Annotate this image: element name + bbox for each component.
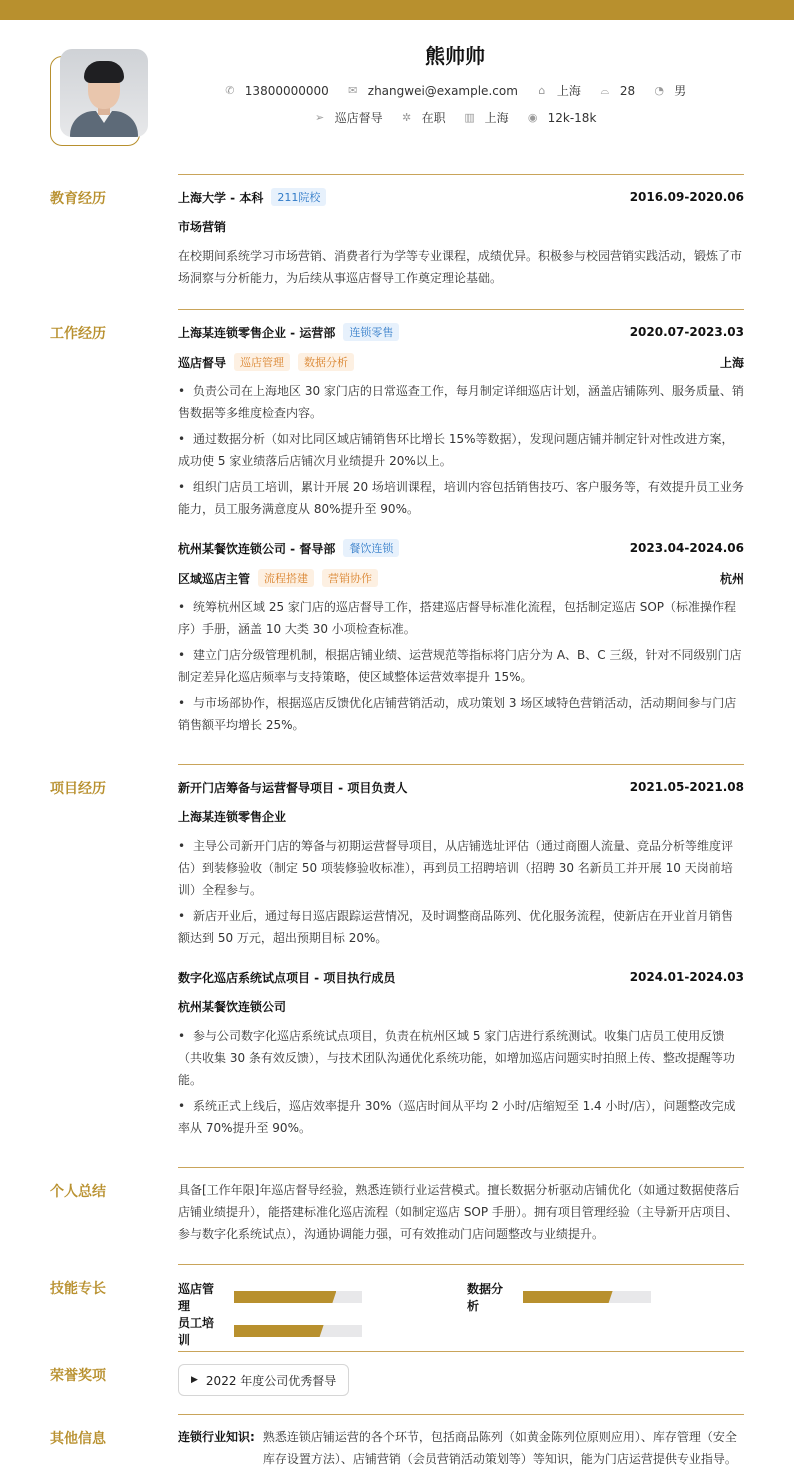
school-name: 上海大学 - 本科 [178, 190, 264, 205]
work-skill-tag: 巡店管理 [234, 353, 290, 371]
work-role: 区域巡店主管 [178, 571, 251, 586]
skill-name: 巡店管理 [178, 1282, 215, 1313]
age-item [599, 84, 635, 98]
phone-item [224, 84, 329, 98]
work-date: 2023.04-2024.06 [629, 541, 744, 555]
skill-bar-fill [234, 1291, 336, 1303]
award-text: 2022 年度公司优秀督导 [205, 1373, 337, 1388]
work-skill-tag: 流程搭建 [258, 569, 314, 587]
work-industry-tag: 餐饮连锁 [343, 539, 399, 557]
work-skill-tag: 数据分析 [298, 353, 354, 371]
education-head [178, 188, 744, 206]
list-item: • 新店开业后，通过每日巡店跟踪运营情况，及时调整商品陈列、优化服务流程，使新店在开业首月销售额达到 50 万元，超出预期目标 20%。 [178, 909, 734, 945]
other-value: 熟悉连锁店铺运营的各个环节，包括商品陈列（如黄金陈列位原则应用）、库存管理（安全库存设置方法）、店铺营销（会员营销活动策划等）等知识，能为门店运营提供专业指导。 [262, 1430, 737, 1466]
section-title-summary: 个人总结 [50, 1184, 106, 1200]
job-intent-row [180, 109, 730, 126]
project-date: 2021.05-2021.08 [629, 780, 744, 794]
work-company: 杭州某餐饮连锁公司 - 督导部 [178, 541, 336, 556]
work-bullets [178, 596, 744, 736]
list-item: • 建立门店分级管理机制，根据店铺业绩、运营规范等指标将门店分为 A、B、C 三级，针对不同级别门店制定差异化巡店频率与支持策略，使区域整体运营效率提升 15%。 [178, 648, 742, 684]
coin-icon: ◉ [527, 111, 538, 124]
work-item [178, 539, 744, 740]
divider [178, 764, 744, 765]
salary-item [527, 111, 597, 125]
education-date: 2016.09-2020.06 [629, 190, 744, 204]
divider [178, 1351, 744, 1352]
mail-icon: ✉ [348, 84, 358, 97]
contact-row [180, 82, 730, 99]
section-title-projects: 项目经历 [50, 781, 106, 797]
education-block [178, 188, 744, 289]
phone-icon: ✆ [225, 84, 235, 97]
school-tag: 211院校 [271, 188, 326, 206]
work-industry-tag: 连锁零售 [343, 323, 399, 341]
project-bullets [178, 835, 744, 949]
status-icon: ✲ [401, 111, 412, 124]
work-role: 巡店督导 [178, 355, 227, 370]
award-item[interactable] [178, 1364, 349, 1396]
position-text: 巡店督导 [334, 111, 383, 125]
project-org: 杭州某餐饮连锁公司 [178, 1000, 287, 1014]
divider [178, 174, 744, 175]
home-icon: ⌂ [538, 84, 546, 97]
status-item [401, 109, 446, 126]
divider [178, 309, 744, 310]
project-item [178, 968, 744, 1143]
list-item: • 与市场部协作，根据巡店反馈优化店铺营销活动，成功策划 3 场区域特色营销活动，活动期间参与门店销售额平均增长 25%。 [178, 696, 737, 732]
section-title-awards: 荣誉奖项 [50, 1368, 106, 1384]
project-item [178, 778, 744, 953]
work-company: 上海某连锁零售企业 - 运营部 [178, 325, 336, 340]
education-desc: 在校期间系统学习市场营销、消费者行为学等专业课程，成绩优异。积极参与校园营销实践活动，锻炼了市场洞察与分析能力，为后续从事巡店督导工作奠定理论基础。 [178, 249, 743, 285]
skill-name: 数据分析 [467, 1282, 504, 1313]
awards-block [178, 1364, 744, 1396]
city-text: 上海 [484, 111, 509, 125]
project-org: 上海某连锁零售企业 [178, 810, 287, 824]
work-city: 杭州 [719, 571, 744, 586]
location-text: 上海 [556, 84, 581, 98]
work-skill-tag: 营销协作 [322, 569, 378, 587]
project-bullets [178, 1025, 744, 1139]
candidate-name: 熊帅帅 [425, 44, 485, 68]
education-major: 市场营销 [178, 220, 227, 234]
work-date: 2020.07-2023.03 [629, 325, 744, 339]
email-item [347, 84, 518, 98]
skill-bar [523, 1291, 651, 1303]
divider [178, 1264, 744, 1265]
section-title-skills: 技能专长 [50, 1281, 106, 1297]
building-icon: ▥ [464, 111, 475, 124]
gender-text: 男 [674, 84, 687, 98]
email-text: zhangwei@example.com [367, 83, 518, 98]
work-city: 上海 [719, 355, 744, 370]
gender-icon: ◔ [654, 84, 664, 97]
send-icon: ➢ [314, 111, 325, 124]
work-bullets [178, 380, 744, 520]
summary-text: 具备[工作年限]年巡店督导经验，熟悉连锁行业运营模式。擅长数据分析驱动店铺优化（如通过数据使落后店铺业绩提升），能搭建标准化巡店流程（如制定巡店 SOP 手册）。拥有项目管理经验（主导新开店项目、参与数字化系统试点），沟通协调能力强，可有效推动门店问题整改与业绩提升。 [178, 1183, 740, 1241]
age-text: 28 [619, 83, 636, 98]
skill-bar-fill [523, 1291, 613, 1303]
other-info [178, 1426, 744, 1470]
project-title: 新开门店筹备与运营督导项目 - 项目负责人 [178, 780, 408, 795]
list-item: • 主导公司新开门店的筹备与初期运营督导项目，从店铺选址评估（通过商圈人流量、竞品分析等维度评估）到装修验收（制定 50 项装修验收标准），再到员工招聘培训（招聘 30 名新员工并开展 10 天岗前培训）全程参与。 [178, 839, 734, 897]
divider [178, 1414, 744, 1415]
work-item [178, 323, 744, 524]
avatar-frame [50, 56, 140, 146]
divider [178, 1167, 744, 1168]
list-item: • 组织门店员工培训，累计开展 20 场培训课程，培训内容包括销售技巧、客户服务等，有效提升员工业务能力，员工服务满意度从 80%提升至 90%。 [178, 480, 744, 516]
phone-text: 13800000000 [244, 83, 329, 98]
triangle-right-icon: ▶ [191, 1375, 198, 1385]
list-item: • 统筹杭州区域 25 家门店的巡店督导工作，搭建巡店督导标准化流程，包括制定巡店 SOP（标准操作程序）手册，涵盖 10 大类 30 小项检查标准。 [178, 600, 737, 636]
skill-bar [234, 1291, 362, 1303]
gender-item [653, 82, 686, 99]
status-text: 在职 [421, 111, 446, 125]
skill-bar-fill [234, 1325, 324, 1337]
location-item [536, 82, 581, 99]
project-date: 2024.01-2024.03 [629, 970, 744, 984]
position-item [314, 109, 383, 126]
salary-text: 12k-18k [547, 110, 597, 125]
section-title-other: 其他信息 [50, 1431, 106, 1447]
section-title-work: 工作经历 [50, 326, 106, 342]
list-item: • 通过数据分析（如对比同区域店铺销售环比增长 15%等数据），发现问题店铺并制定针对性改进方案，成功使 5 家业绩落后店铺次月业绩提升 20%以上。 [178, 432, 734, 468]
section-title-education: 教育经历 [50, 191, 106, 207]
project-title: 数字化巡店系统试点项目 - 项目执行成员 [178, 970, 396, 985]
list-item: • 系统正式上线后，巡店效率提升 30%（巡店时间从平均 2 小时/店缩短至 1.4 小时/店），问题整改完成率从 70%提升至 90%。 [178, 1099, 736, 1135]
other-key: 连锁行业知识: [178, 1430, 255, 1444]
list-item: • 负责公司在上海地区 30 家门店的日常巡查工作，每月制定详细巡店计划，涵盖店铺陈列、服务质量、销售数据等多维度检查内容。 [178, 384, 744, 420]
skill-item [178, 1280, 362, 1314]
top-accent-bar [0, 0, 794, 20]
city-item [464, 109, 509, 126]
skill-bar [234, 1325, 362, 1337]
skill-item [467, 1280, 651, 1314]
list-item: • 参与公司数字化巡店系统试点项目，负责在杭州区域 5 家门店进行系统测试。收集门店员工使用反馈（共收集 30 条有效反馈），与技术团队沟通优化系统功能，如增加巡店问题实时拍照上传、整改提醒等功能。 [178, 1029, 735, 1087]
skill-item [178, 1314, 362, 1348]
cake-icon: ⌓ [600, 83, 610, 97]
skill-name: 员工培训 [178, 1316, 215, 1347]
